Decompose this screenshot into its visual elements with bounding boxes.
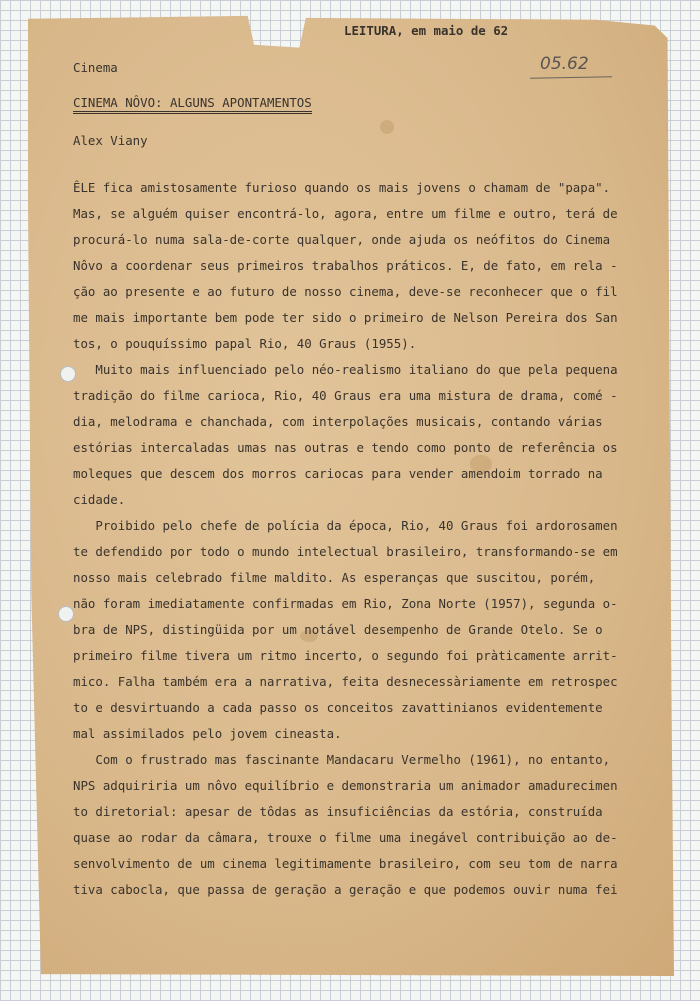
publication-line: LEITURA, em maio de 62 [344, 23, 509, 38]
text-line: procurá-lo numa sala-de-corte qualquer, onde ajuda os neófitos do Cinema [73, 232, 611, 247]
text-line: to e desvirtuando a cada passo os conceitos zavattinianos evidentemente [73, 700, 603, 715]
text-line: to diretorial: apesar de tôdas as insuficiências da estória, construída [73, 804, 603, 819]
text-line: NPS adquiriria um nôvo equilíbrio e demonstraria um animador amadurecimen [73, 778, 618, 793]
text-line: Proibido pelo chefe de polícia da época, Rio, 40 Graus foi ardorosamen [73, 518, 618, 533]
text-line: cidade. [73, 492, 126, 507]
text-line: nosso mais celebrado filme maldito. As esperanças que suscitou, porém, [73, 570, 596, 585]
text-line: não foram imediatamente confirmadas em Rio, Zona Norte (1957), segunda o- [73, 596, 618, 611]
text-line: tiva cabocla, que passa de geração a geração e que podemos ouvir numa fei [73, 882, 618, 897]
text-line: ção ao presente e ao futuro de nosso cinema, deve-se reconhecer que o fil [73, 284, 618, 299]
text-line: senvolvimento de um cinema legitimamente brasileiro, com seu tom de narra [73, 856, 618, 871]
text-line: Com o frustrado mas fascinante Mandacaru Vermelho (1961), no entanto, [73, 752, 611, 767]
text-line: mico. Falha também era a narrativa, feita desnecessàriamente em retrospec [73, 674, 618, 689]
text-line: Nôvo a coordenar seus primeiros trabalhos práticos. E, de fato, em rela - [73, 258, 618, 273]
text-line: ÊLE fica amistosamente furioso quando os mais jovens o chamam de "papa". [73, 180, 611, 195]
text-line: tradição do filme carioca, Rio, 40 Graus era uma mistura de drama, comé - [73, 388, 618, 403]
text-line: dia, melodrama e chanchada, com interpolações musicais, contando várias [73, 414, 603, 429]
text-line: te defendido por todo o mundo intelectual brasileiro, transformando-se em [73, 544, 618, 559]
text-line: primeiro filme tivera um ritmo incerto, o segundo foi pràticamente arrit- [73, 648, 618, 663]
section-label: Cinema [73, 60, 118, 75]
text-line: estórias intercaladas umas nas outras e tendo como ponto de referência os [73, 440, 618, 455]
text-line: quase ao rodar da câmara, trouxe o filme uma inegável contribuição ao de- [73, 830, 618, 845]
text-line: me mais importante bem pode ter sido o primeiro de Nelson Pereira dos San [73, 310, 618, 325]
text-line: Mas, se alguém quiser encontrá-lo, agora, entre um filme e outro, terá de [73, 206, 618, 221]
article-title: CINEMA NÔVO: ALGUNS APONTAMENTOS [73, 95, 312, 114]
pencil-annotation: 05.62 [540, 54, 589, 74]
text-line: moleques que descem dos morros cariocas para vender amendoim torrado na [73, 466, 603, 481]
text-line: bra de NPS, distingüida por um notável desempenho de Grande Otelo. Se o [73, 622, 603, 637]
pencil-underline [530, 76, 612, 78]
text-line: tos, o pouquíssimo papal Rio, 40 Graus (1955). [73, 336, 417, 351]
text-line: Muito mais influenciado pelo néo-realismo italiano do que pela pequena [73, 362, 618, 377]
text-line: mal assimilados pelo jovem cineasta. [73, 726, 342, 741]
author-name: Alex Viany [73, 133, 148, 148]
